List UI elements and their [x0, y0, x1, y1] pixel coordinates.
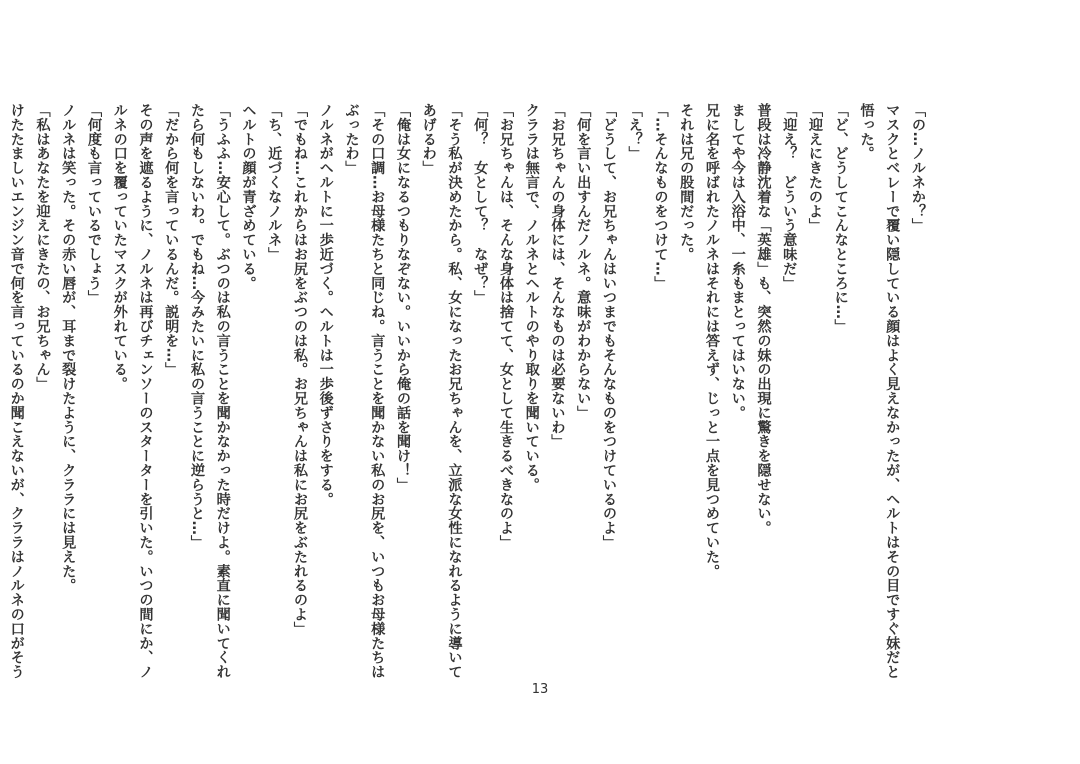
text-line: 「何？ 女として？ なぜ？」: [472, 103, 489, 305]
text-line: ぶったわ」: [343, 103, 360, 175]
text-line: 「…そんなものをつけて…」: [652, 103, 669, 291]
text-line: 「の…ノルネか？」: [910, 103, 926, 233]
text-line: 「だから何を言っているんだ。説明を…」: [163, 103, 180, 377]
text-line: あげるわ」: [420, 103, 437, 175]
text-line: 兄に名を呼ばれたノルネはそれには答えず、じっと一点を見つめていた。: [704, 103, 720, 579]
text-line: 「ち、近づくなノルネ」: [266, 103, 283, 262]
text-line: けたたましいエンジン音で何を言っているのか聞こえないが、クララはノルネの口がそう: [8, 103, 25, 679]
text-line: 普段は冷静沈着な「英雄」も、突然の妹の出現に驚きを隠せない。: [755, 103, 772, 535]
text-line: 「その口調…お母様たちと同じね。言うことを聞かない私のお尻を、いつもお母様たちは: [369, 103, 386, 679]
text-line: マスクとベレーで覆い隠している顔はよく見えなかったが、ヘルトはその目ですぐ妹だと: [884, 103, 901, 679]
vertical-text-block: [3, 103, 930, 679]
text-line: 「俺は女になるつもりなぞない。いいから俺の話を聞け！」: [395, 103, 411, 492]
text-line: 「え？」: [626, 103, 643, 161]
text-line: 悟った。: [858, 103, 875, 161]
text-line: 「ど、どうしてこんなところに…」: [832, 103, 849, 334]
text-line: ましてや今は入浴中、一糸もまとってはいない。: [729, 103, 746, 420]
text-line: 「何を言い出すんだノルネ。意味がわからない」: [575, 103, 592, 420]
text-line: 「私はあなたを迎えにきたの、お兄ちゃん」: [34, 103, 51, 391]
text-line: その声を遮るように、ノルネは再びチェンソーのスターターを引いた。いつの間にか、ノ: [137, 103, 154, 679]
text-line: ノルネは笑った。その赤い唇が、耳まで裂けたように、クララには見えた。: [60, 103, 77, 593]
text-line: 「そう私が決めたから。私、女になったお兄ちゃんを、立派な女性になれるように導いて: [446, 103, 463, 679]
text-line: ヘルトの顔が青ざめている。: [240, 103, 257, 291]
text-line: 「でもね…これからはお尻をぶつのは私。お兄ちゃんは私にお尻をぶたれるのよ」: [292, 103, 308, 636]
text-line: 「うふふ…安心して。ぶつのは私の言うことを聞かなかった時だけよ。素直に聞いてくれ: [214, 103, 231, 679]
text-line: 「お兄ちゃんは、そんな身体は捨てて、女として生きるべきなのよ」: [498, 103, 514, 550]
text-line: ルネの口を覆っていたマスクが外れている。: [111, 103, 128, 391]
text-line: ノルネがヘルトに一歩近づく。ヘルトは一歩後ずさりをする。: [317, 103, 334, 507]
text-line: それは兄の股間だった。: [678, 103, 695, 262]
text-line: 「お兄ちゃんの身体には、そんなものは必要ないわ」: [549, 103, 566, 449]
text-line: たら何もしないわ。でもね…今みたいに私の言うことに逆らうと…」: [189, 103, 205, 550]
text-line: クララは無言で、ノルネとヘルトのやり取りを聞いている。: [523, 103, 540, 492]
text-line: 「何度も言っているでしょう」: [86, 103, 102, 305]
text-line: 「迎えにきたのよ」: [807, 103, 823, 233]
text-line: 「迎え？ どういう意味だ」: [781, 103, 798, 291]
text-line: 「どうして、お兄ちゃんはいつまでもそんなものをつけているのよ」: [601, 103, 617, 550]
page-number: 13: [531, 682, 549, 697]
